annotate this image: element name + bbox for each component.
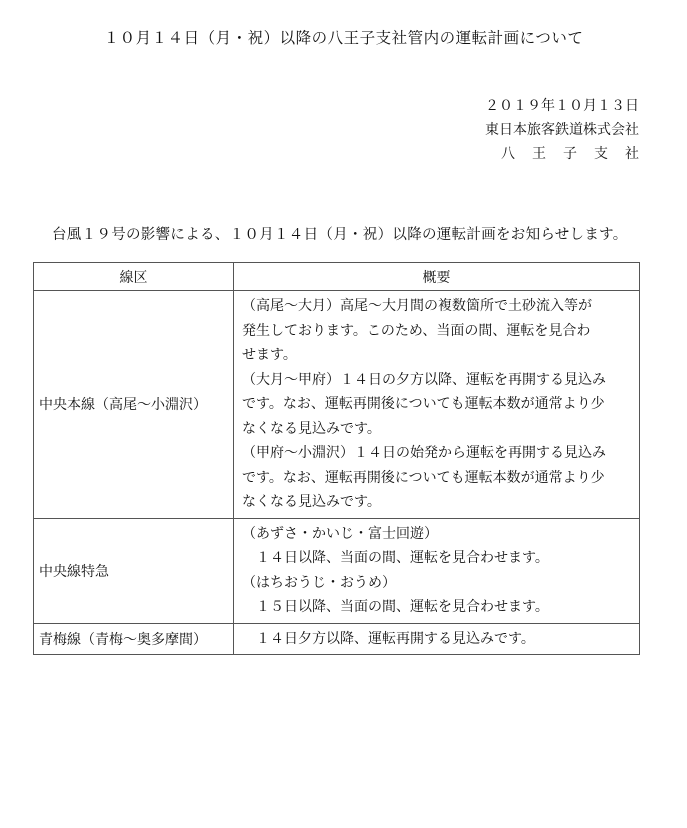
table-row [34,518,640,623]
page-title: １０月１４日（月・祝）以降の八王子支社管内の運転計画について [103,29,584,47]
header-section: 線区 [34,263,234,291]
summary-line: １５日以降、当面の間、運転を見合わせます。 [242,599,549,615]
table-row [34,291,640,519]
branch-name: 八王子支社 [501,146,656,162]
table-header-row [34,263,640,291]
summary-line: せます。 [242,347,297,363]
summary-line: １４日夕方以降、運転再開する見込みです。 [242,630,535,647]
summary-line: （あずさ・かいじ・富士回遊） [242,525,438,542]
summary-line: （大月～甲府）１４日の夕方以降、運転を再開する見込み [242,371,606,388]
summary-cell [234,518,640,623]
summary-cell [234,623,640,655]
table-row [34,623,640,655]
summary-cell [234,291,640,519]
summary-line: （甲府～小淵沢）１４日の始発から運転を再開する見込み [242,445,606,461]
summary-line: です。なお、運転再開後についても運転本数が通常より少 [242,396,605,412]
summary-line: （はちおうじ・おうめ） [242,574,396,591]
section-ome-line: 青梅線（青梅～奥多摩間） [34,623,234,655]
issuer-block [485,94,656,166]
company-name: 東日本旅客鉄道株式会社 [485,122,639,138]
header-summary: 概要 [234,263,640,291]
intro-text: 台風１９号の影響による、１０月１４日（月・祝）以降の運転計画をお知らせします。 [52,227,628,243]
section-chuo-main-line: 中央本線（高尾～小淵沢） [34,291,234,519]
summary-line: 発生しております。このため、当面の間、運転を見合わ [242,322,591,339]
summary-line: （高尾～大月）高尾～大月間の複数箇所で土砂流入等が [242,298,592,314]
operation-plan-table [33,262,640,655]
summary-line: なくなる見込みです。 [242,494,381,510]
section-chuo-limited-express: 中央線特急 [34,518,234,623]
summary-line: １４日以降、当面の間、運転を見合わせます。 [242,550,549,566]
issue-date: ２０１９年１０月１３日 [485,98,639,114]
summary-line: です。なお、運転再開後についても運転本数が通常より少 [242,469,605,486]
summary-line: なくなる見込みです。 [242,420,381,437]
